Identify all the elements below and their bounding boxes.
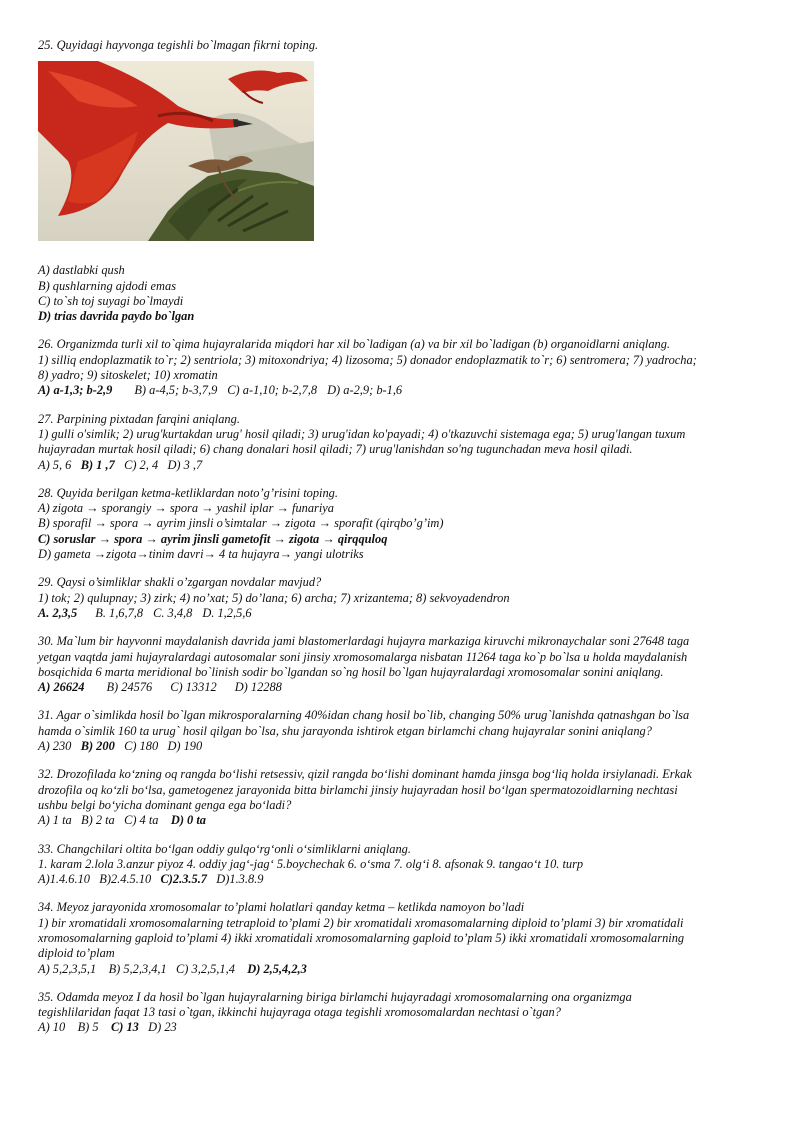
answer-a-correct: A. 2,3,5 (38, 605, 78, 620)
answer-d: D) a-2,9; b-1,6 (327, 383, 403, 398)
answer-row (38, 872, 768, 887)
question-title: 27. Parpining pixtadan farqini aniqlang. (38, 411, 240, 426)
answer-row (38, 739, 768, 754)
question-25 (38, 38, 768, 324)
question-text: drozofila oq ko‘zli bo‘lsa, gametogenez jarayonida bitta birlamchi jinsiy hujayradan hosil bo‘lgan spermatozoidlarning nechtasi (38, 782, 678, 797)
answer-d: D) 12288 (234, 680, 282, 695)
question-26 (38, 337, 768, 398)
question-text: tegishlilaridan faqat 13 tasi o`tgan, ikkinchi hujayraga otaga tegishli xromosomalardan nechtasi o`tgan? (38, 1005, 561, 1020)
answer-b-correct: B) 1 ,7 (80, 457, 115, 472)
answer-c-correct: C)2.3.5.7 (160, 872, 207, 887)
answer-d: D) 190 (167, 739, 203, 754)
archaeopteryx-illustration (38, 61, 314, 241)
option-c-correct: C) soruslar → spora → ayrim jinsli gametofit → zigota → qirqquloq (38, 531, 388, 546)
answer-b: B) 2 ta (81, 813, 115, 828)
answer-d-correct: D) 2,5,4,2,3 (247, 961, 307, 976)
option-d-correct: D) trias davrida paydo bo`lgan (38, 309, 195, 324)
answer-a: A)1.4.6.10 (38, 872, 90, 887)
question-text: 1) bir xromatidali xromosomalarning tetraploid to’plami 2) bir xromatidali xromasomalarning diploid to’plami 3) bir xromatidali (38, 915, 684, 930)
question-text: 32. Drozofilada ko‘zning oq rangda bo‘lishi retsessiv, qizil rangda bo‘lishi dominant hamda jinsga bog‘liq holda irsiylanadi. Erkak (38, 767, 692, 782)
question-30 (38, 634, 768, 695)
answer-a: A) 230 (38, 739, 72, 754)
answer-c: C) 3,2,5,1,4 (176, 961, 235, 976)
question-title: 28. Quyida berilgan ketma-ketliklardan noto’g’risini toping. (38, 485, 338, 500)
question-title: 33. Changchilari oltita bo‘lgan oddiy gulqo‘rg‘onli o‘simliklarni aniqlang. (38, 841, 411, 856)
question-title: 26. Organizmda turli xil to`qima hujayralarida miqdori har xil bo`ladigan (a) va bir xil bo`ladigan (b) organoidlarni aniqlang. (38, 337, 671, 352)
question-35 (38, 990, 768, 1036)
question-list: 1) gulli o'simlik; 2) urug'kurtakdan urug' hosil qiladi; 3) urug'idan ko'payadi; 4) o'tkazuvchi sistemaga ega; 5) urug'langan tuxum (38, 426, 686, 441)
question-text: xromosomalarning gaploid to’plami 4) ikki xromatidali xromosomalarning gaploid to’plam 5) ikki xromatidali xromosomalarning (38, 930, 685, 945)
answer-d: D) 23 (148, 1020, 177, 1035)
answer-row (38, 458, 768, 473)
answer-b: B) 5,2,3,4,1 (108, 961, 167, 976)
answer-c: C) 13312 (170, 680, 217, 695)
answer-a-correct: A) 26624 (38, 680, 85, 695)
answer-a: A) 1 ta (38, 813, 72, 828)
question-34 (38, 900, 768, 976)
question-text: hamda o`simlik 160 ta urug` hosil qilgan bo`lsa, shu jarayonda ishtirok etgan birlamchi chang hujayralar sonini aniqlang? (38, 723, 652, 738)
answer-row (38, 813, 768, 828)
answer-d: D)1.3.8.9 (216, 872, 264, 887)
question-title: 29. Qaysi o’simliklar shakli o’zgargan novdalar mavjud? (38, 575, 322, 590)
question-text: yetgan vaqtda jami hujayralardagi autosomalar soni jinsiy xromosomalarga nisbatan 11264 taga ko`p bo`lsa u holda maydalanish (38, 649, 688, 664)
answer-a-correct: A) a-1,3; b-2,9 (38, 383, 113, 398)
answer-d: D) 3 ,7 (167, 457, 203, 472)
answer-row (38, 383, 768, 398)
question-list: 1) tok; 2) qulupnay; 3) zirk; 4) no’xat; 5) do’lana; 6) archa; 7) xrizantema; 8) sekvoyadendron (38, 590, 510, 605)
question-list: 1) silliq endoplazmatik to`r; 2) sentriola; 3) mitoxondriya; 4) lizosoma; 5) donador endoplazmatik to`r; 6) sentromera; 7) yadrocha; (38, 352, 697, 367)
question-text: 31. Agar o`simlikda hosil bo`lgan mikrosporalarning 40%idan chang hosil bo`lib, changing 50% urug`lanishda qatnashgan bo`lsa (38, 708, 690, 723)
option-b: B) sporafil → spora → ayrim jinsli o’simtalar → zigota → sporafit (qirqbo’g’im) (38, 516, 444, 531)
question-list: 8) yadro; 9) sitoskelet; 10) xromatin (38, 368, 218, 383)
answer-b: B) a-4,5; b-3,7,9 (134, 383, 218, 398)
question-title: 34. Meyoz jarayonida xromosomalar to’plami holatlari qanday ketma – ketlikda namoyon bo’ladi (38, 900, 525, 915)
answer-c: C) a-1,10; b-2,7,8 (227, 383, 318, 398)
answer-row (38, 962, 768, 977)
answer-b: B) 5 (77, 1020, 99, 1035)
answer-c: C) 180 (124, 739, 159, 754)
question-29 (38, 575, 768, 621)
answer-b: B. 1,6,7,8 (95, 605, 144, 620)
option-a: A) dastlabki qush (38, 263, 125, 278)
option-d: D) gameta →zigota→tinim davri→ 4 ta hujayra→ yangi ulotriks (38, 547, 364, 562)
answer-a: A) 10 (38, 1020, 66, 1035)
answer-b: B) 24576 (106, 680, 153, 695)
test-page (38, 38, 768, 1049)
answer-c: C. 3,4,8 (153, 605, 193, 620)
question-text: diploid to’plam (38, 946, 115, 961)
answer-b: B)2.4.5.10 (99, 872, 152, 887)
answer-c: C) 2, 4 (124, 457, 159, 472)
answer-row (38, 1020, 768, 1035)
answer-row (38, 606, 768, 621)
question-28 (38, 486, 768, 562)
answer-d: D. 1,2,5,6 (202, 605, 252, 620)
question-list: 1. karam 2.lola 3.anzur piyoz 4. oddiy jag‘-jag‘ 5.boychechak 6. o‘sma 7. olg‘i 8. afsonak 9. tangao‘t 10. turp (38, 856, 584, 871)
option-a: A) zigota → sporangiy → spora → yashil iplar → funariya (38, 501, 335, 516)
answer-c-correct: C) 13 (110, 1020, 139, 1035)
answer-a: A) 5,2,3,5,1 (38, 961, 97, 976)
question-32 (38, 767, 768, 828)
option-c: C) to`sh toj suyagi bo`lmaydi (38, 293, 184, 308)
answer-row (38, 680, 768, 695)
question-text: bosqichida 6 marta meridional bo`linish sodir bo`lgandan so`ng hosil bo`lgan hujayralardagi xromosomalar sonini aniqlang. (38, 664, 664, 679)
option-b: B) qushlarning ajdodi emas (38, 278, 177, 293)
answer-a: A) 5, 6 (38, 457, 72, 472)
question-31 (38, 708, 768, 754)
question-text: 35. Odamda meyoz I da hosil bo`lgan hujayralarning biriga birlamchi hujayradagi xromosomalarning ona organizmga (38, 989, 632, 1004)
question-33 (38, 842, 768, 888)
answer-c: C) 4 ta (124, 813, 159, 828)
question-27 (38, 412, 768, 473)
answer-b-correct: B) 200 (80, 739, 115, 754)
question-list: hujayradan murtak hosil qiladi; 6) chang donalari hosil qiladi; 7) urug'lanishdan so'ng tugunchadan meva hosil qiladi. (38, 442, 633, 457)
question-text: ushbu belgi bo‘yicha dominant genga ega bo‘ladi? (38, 797, 292, 812)
answer-d-correct: D) 0 ta (170, 813, 206, 828)
question-title: 25. Quyidagi hayvonga tegishli bo`lmagan fikrni toping. (38, 38, 319, 52)
question-text: 30. Ma`lum bir hayvonni maydalanish davrida jami blastomerlardagi hujayra markaziga kiruvchi mikronaychalar soni 27648 taga (38, 634, 690, 649)
